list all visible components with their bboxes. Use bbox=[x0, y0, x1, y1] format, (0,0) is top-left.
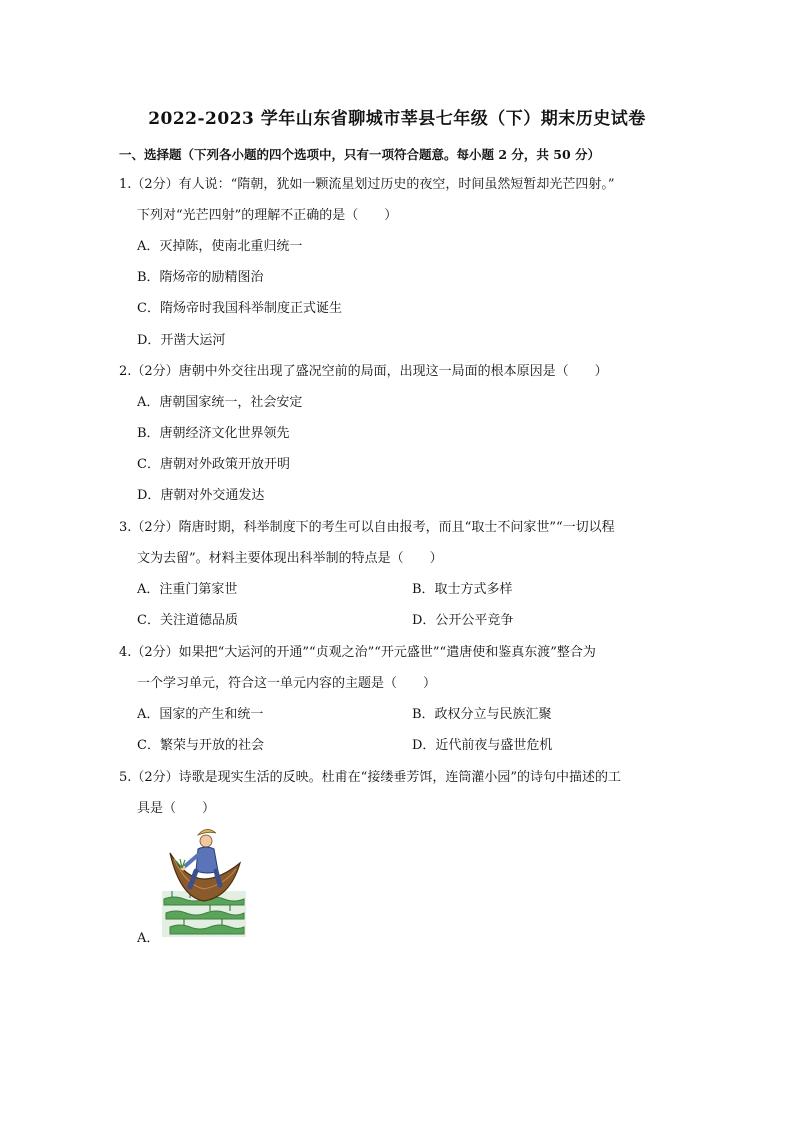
question-2-option-a: A．唐朝国家统一，社会安定 bbox=[137, 395, 303, 410]
question-3-option-c: C．关注道德品质 bbox=[137, 613, 238, 628]
question-2-option-b: B．唐朝经济文化世界领先 bbox=[137, 426, 290, 441]
question-1-option-a: A．灭掉陈，使南北重归统一 bbox=[137, 239, 303, 254]
question-3-option-b: B．取士方式多样 bbox=[412, 582, 513, 597]
question-1-option-d: D．开凿大运河 bbox=[137, 333, 226, 348]
question-1-option-b: B．隋炀帝的励精图治 bbox=[137, 270, 264, 285]
question-4-option-c: C．繁荣与开放的社会 bbox=[137, 738, 264, 753]
question-4-line-1: 4.（2分）如果把“大运河的开通”“贞观之治”“开元盛世”“遣唐使和鉴真东渡”整合为 bbox=[119, 645, 596, 660]
page-title: 2022-2023 学年山东省聊城市莘县七年级（下）期末历史试卷 bbox=[148, 109, 646, 129]
question-3-line-1: 3.（2分）隋唐时期，科举制度下的考生可以自由报考，而且“取士不问家世”“一切以程 bbox=[119, 520, 615, 535]
question-2-option-d: D．唐朝对外交通发达 bbox=[137, 488, 265, 503]
section-heading: 一、选择题（下列各小题的四个选项中，只有一项符合题意。每小题 2 分，共 50 分） bbox=[119, 147, 601, 162]
question-1-option-c: C．隋炀帝时我国科举制度正式诞生 bbox=[137, 301, 342, 316]
question-1-line-1: 1.（2分）有人说：“隋朝，犹如一颗流星划过历史的夜空，时间虽然短暂却光芒四射。” bbox=[119, 177, 615, 192]
rice-seedling-boat-illustration bbox=[160, 823, 248, 939]
question-4-line-2: 一个学习单元，符合这一单元内容的主题是（ ） bbox=[137, 676, 437, 691]
question-5-line-1: 5.（2分）诗歌是现实生活的反映。杜甫在“接缕垂芳饵，连筒灌小园”的诗句中描述的工 bbox=[119, 770, 621, 785]
question-4-option-b: B．政权分立与民族汇聚 bbox=[412, 707, 552, 722]
question-3-line-2: 文为去留”。材料主要体现出科举制的特点是（ ） bbox=[137, 551, 443, 566]
question-2-option-c: C．唐朝对外政策开放开明 bbox=[137, 457, 290, 472]
question-3-option-d: D．公开公平竞争 bbox=[412, 613, 514, 628]
question-3-option-a: A．注重门第家世 bbox=[137, 582, 238, 597]
question-5-line-2: 具是（ ） bbox=[137, 801, 216, 816]
question-4-option-d: D．近代前夜与盛世危机 bbox=[412, 738, 553, 753]
question-5-option-a: A． bbox=[137, 931, 160, 946]
question-1-line-2: 下列对“光芒四射”的理解不正确的是（ ） bbox=[137, 208, 398, 223]
question-2-line-1: 2.（2分）唐朝中外交往出现了盛况空前的局面，出现这一局面的根本原因是（ ） bbox=[119, 364, 608, 379]
question-4-option-a: A．国家的产生和统一 bbox=[137, 707, 264, 722]
